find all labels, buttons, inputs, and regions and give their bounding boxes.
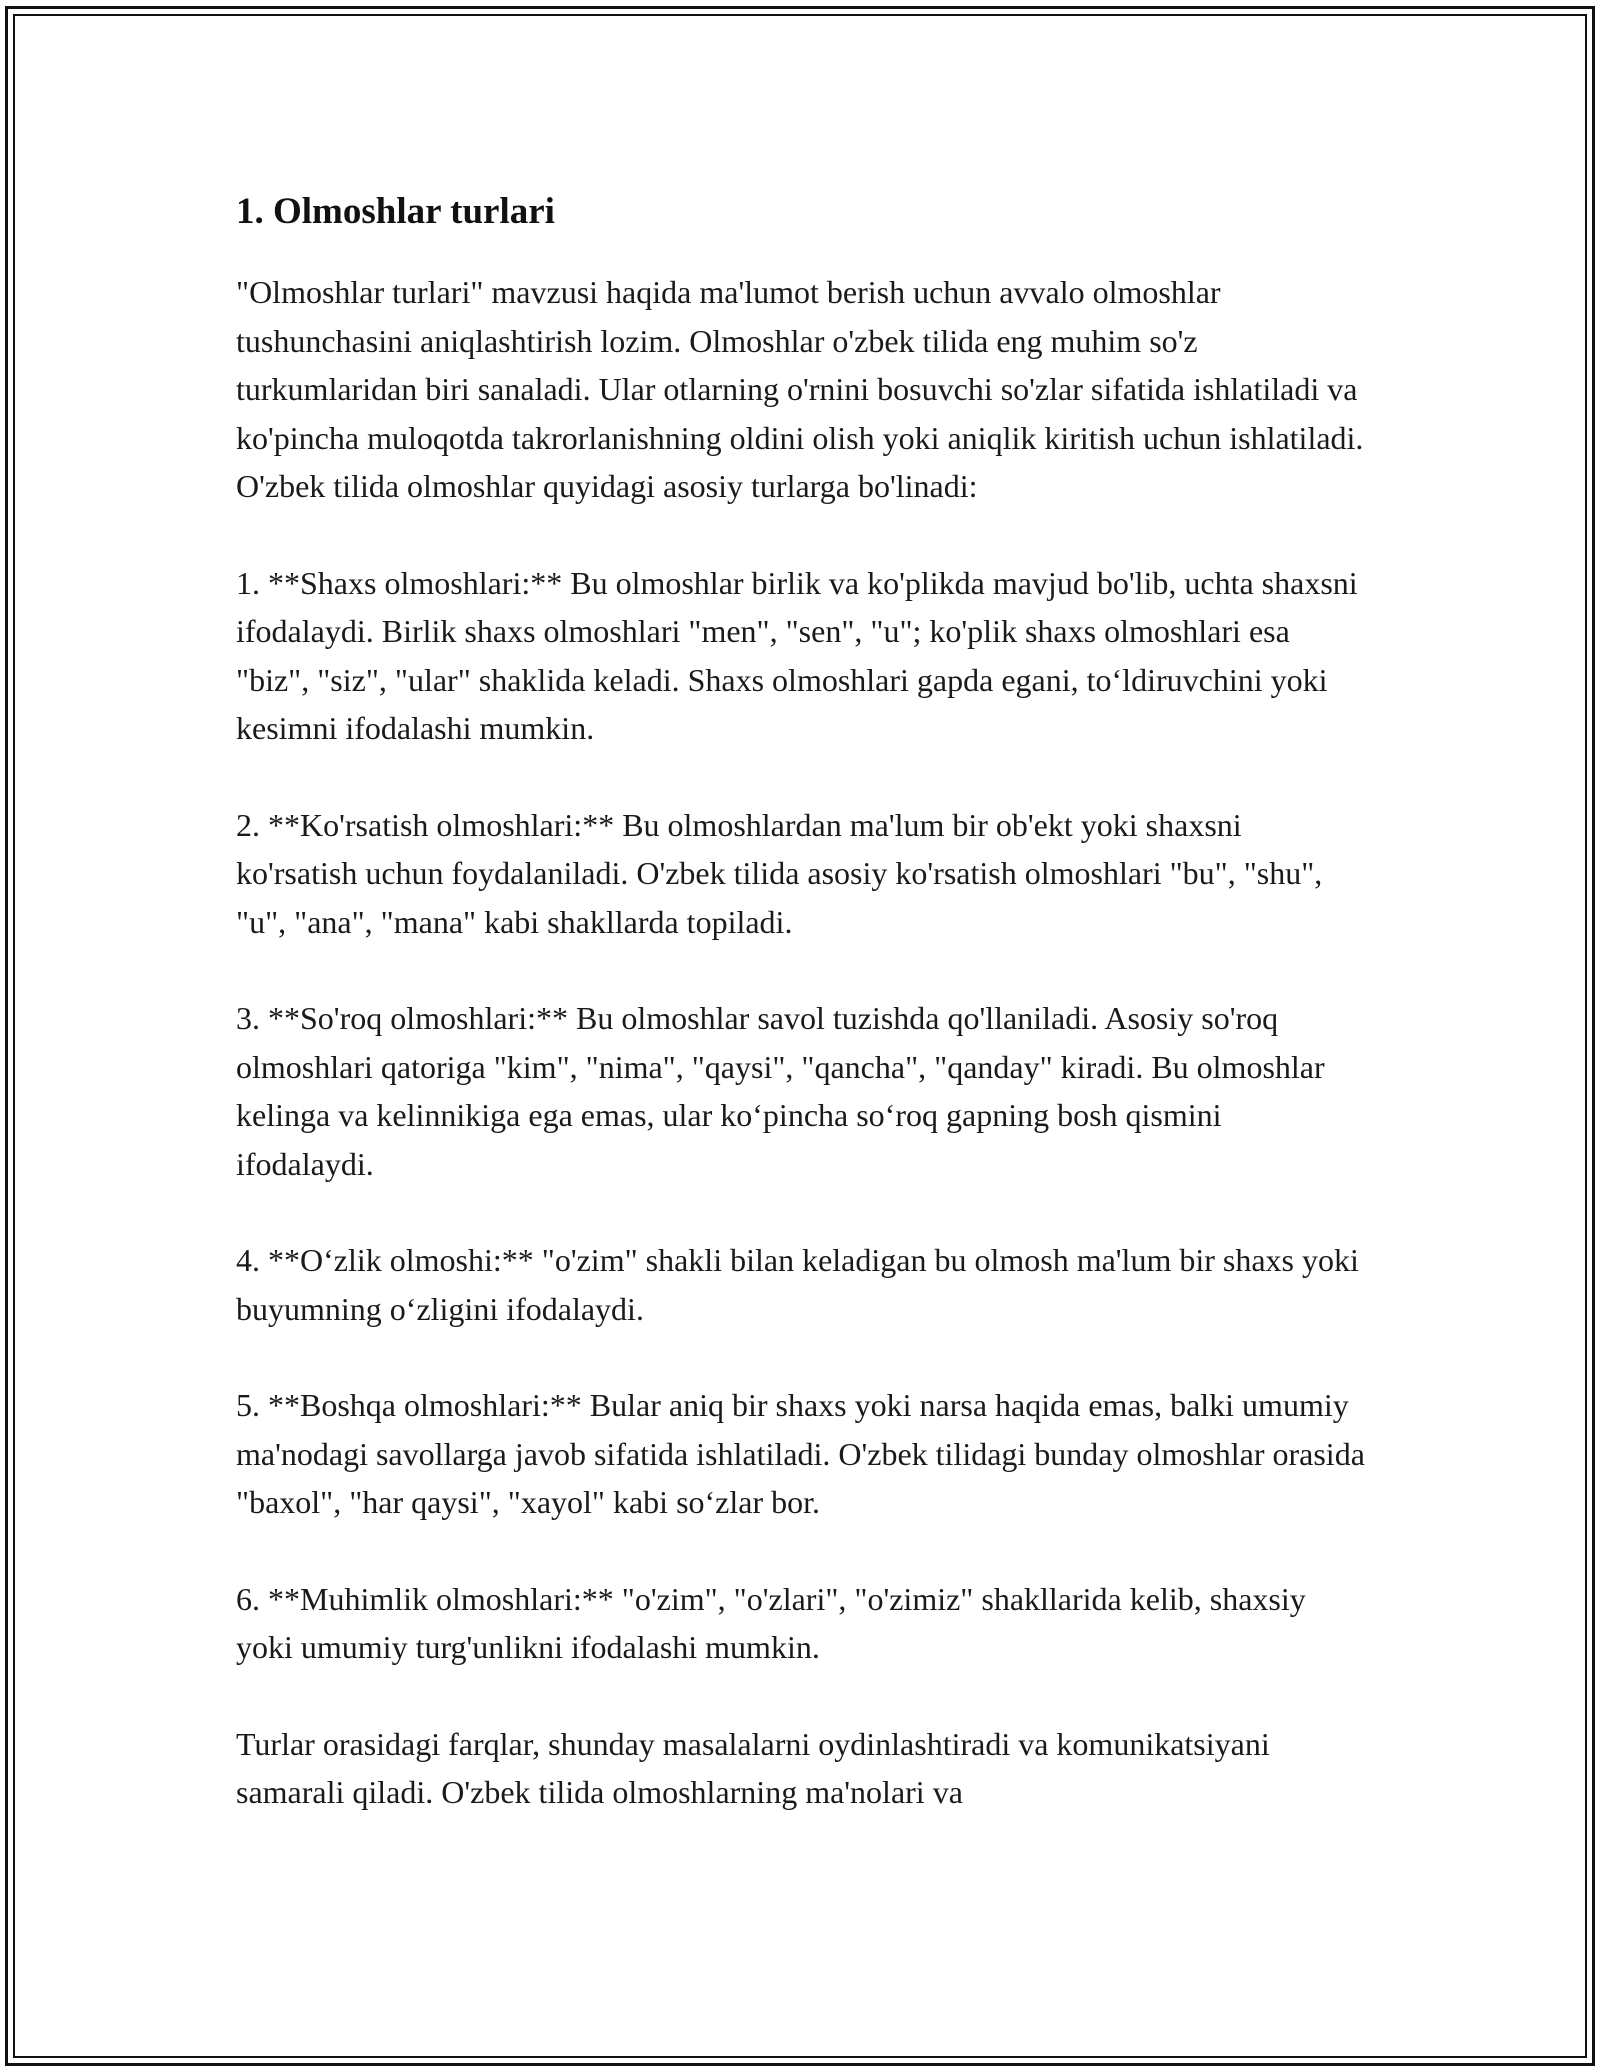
paragraph-soroq-olmoshlari: 3. **So'roq olmoshlari:** Bu olmoshlar savol tuzishda qo'llaniladi. Asosiy so'roq olmoshlari qatoriga "kim", "nima", "qaysi", "qancha", "qanday" kiradi. Bu olmoshlar kelinga va kelinnikiga ega emas, ular ko‘pincha so‘roq gapning bosh qismini ifodalaydi. <box>236 1000 1325 1182</box>
paragraph-muhimlik-olmoshlari: 6. **Muhimlik olmoshlari:** "o'zim", "o'zlari", "o'zimiz" shakllarida kelib, shaxsiy yoki umumiy turg'unlikni ifodalashi mumkin. <box>236 1580 1306 1665</box>
paragraph-ozlik-olmoshi: 4. **O‘zlik olmoshi:** "o'zim" shakli bilan keladigan bu olmosh ma'lum bir shaxs yoki buyumning o‘zligini ifodalaydi. <box>236 1242 1359 1327</box>
paragraph-boshqa-olmoshlari: 5. **Boshqa olmoshlari:** Bular aniq bir shaxs yoki narsa haqida emas, balki umumiy ma'nodagi savollarga javob sifatida ishlatiladi. O'zbek tilidagi bunday olmoshlar orasida "baxol", "har qaysi", "xayol" kabi so‘zlar bor. <box>236 1387 1365 1520</box>
closing-paragraph: Turlar orasidagi farqlar, shunday masalalarni oydinlashtiradi va komunikatsiyani samarali qiladi. O'zbek tilida olmoshlarning ma'nolari va <box>236 1725 1270 1810</box>
intro-paragraph: "Olmoshlar turlari" mavzusi haqida ma'lumot berish uchun avvalo olmoshlar tushunchasini aniqlashtirish lozim. Olmoshlar o'zbek tilida eng muhim so'z turkumlaridan biri sanaladi. Ular otlarning o'rnini bosuvchi so'zlar sifatida ishlatiladi va ko'pincha muloqotda takrorlanishning oldini olish yoki aniqlik kiritish uchun ishlatiladi. O'zbek tilida olmoshlar quyidagi asosiy turlarga bo'linadi: <box>236 274 1364 504</box>
section-heading: 1. Olmoshlar turlari <box>236 191 555 232</box>
paragraph-shaxs-olmoshlari: 1. **Shaxs olmoshlari:** Bu olmoshlar birlik va ko'plikda mavjud bo'lib, uchta shaxsni ifodalaydi. Birlik shaxs olmoshlari "men", "sen", "u"; ko'plik shaxs olmoshlari esa "biz", "siz", "ular" shaklida keladi. Shaxs olmoshlari gapda egani, to‘ldiruvchini yoki kesimni ifodalashi mumkin. <box>236 564 1358 746</box>
document-body <box>236 184 1366 1865</box>
paragraph-korsatish-olmoshlari: 2. **Ko'rsatish olmoshlari:** Bu olmoshlardan ma'lum bir ob'ekt yoki shaxsni ko'rsatish uchun foydalaniladi. O'zbek tilida asosiy ko'rsatish olmoshlari "bu", "shu", "u", "ana", "mana" kabi shakllarda topiladi. <box>236 806 1323 940</box>
